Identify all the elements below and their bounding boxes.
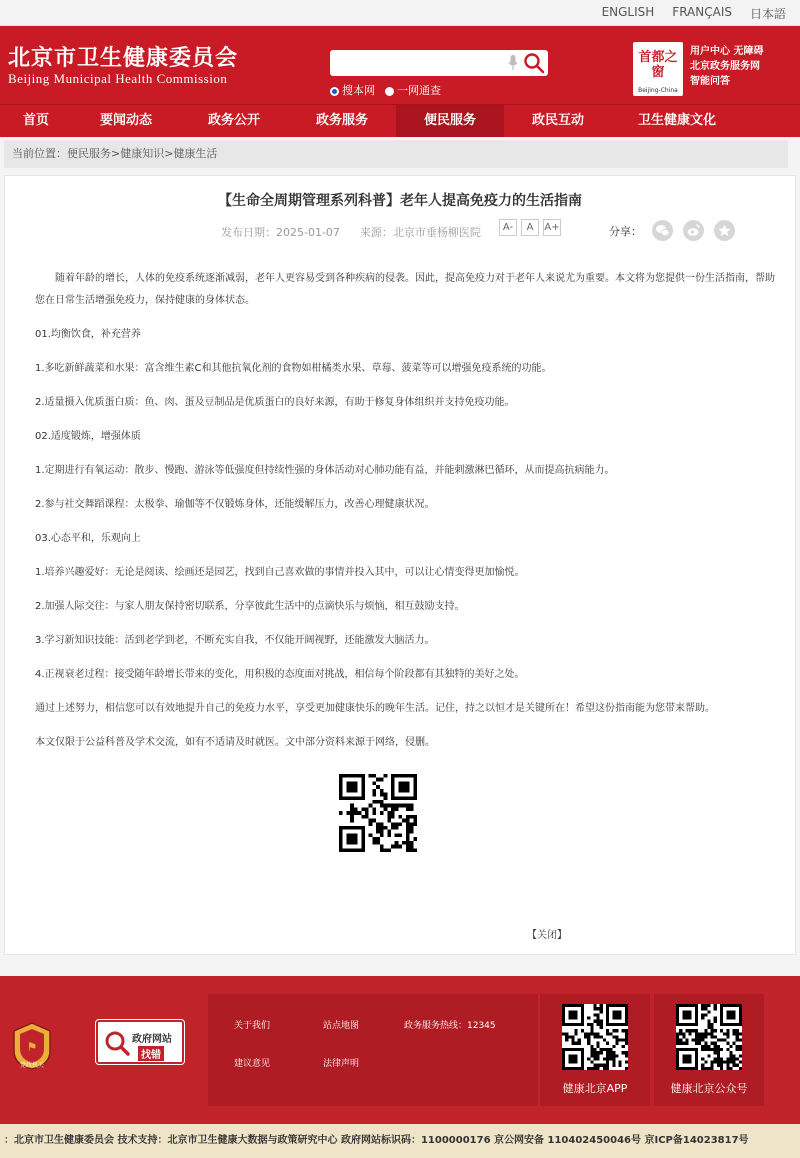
share-label: 分享： (609, 224, 642, 238)
nav-item-health-culture[interactable]: 卫生健康文化 (637, 113, 716, 128)
section-heading: 03.心态平和，乐观向上 (35, 533, 141, 544)
search-input[interactable] (330, 50, 490, 76)
microphone-icon[interactable] (508, 55, 518, 71)
scope-all-label: 一网通查 (397, 84, 441, 97)
capital-logo-text: 首都之窗 (638, 50, 678, 80)
section-heading: 02.适度锻炼，增强体质 (35, 431, 141, 442)
article-title: 【生命全周期管理系列科普】老年人提高免疫力的生活指南 (218, 193, 582, 209)
qr-wechat-box (654, 994, 764, 1106)
section-heading: 01.均衡饮食，补充营养 (35, 329, 141, 340)
search-icon[interactable] (523, 52, 545, 74)
font-size-controls (499, 219, 561, 236)
logo-title-cn[interactable]: 北京市卫生健康委员会 (8, 46, 239, 71)
article-paragraph: 2.参与社交舞蹈课程：太极拳、瑜伽等不仅锻炼身体，还能缓解压力，改善心理健康状况。 (35, 499, 435, 510)
article-body (35, 268, 775, 766)
nav-item-news[interactable]: 要闻动态 (99, 113, 152, 128)
publish-date: 发布日期：2025-01-07 (221, 226, 340, 239)
article-paragraph: 2.加强人际交往：与家人朋友保持密切联系，分享彼此生活中的点滴快乐与烦恼，相互鼓励支持。 (35, 601, 465, 612)
font-normal-button[interactable]: A (521, 219, 539, 236)
quick-link-qa[interactable]: 智能问答 (690, 76, 730, 87)
breadcrumb-separator: > (164, 147, 174, 160)
radio-selected-icon (330, 87, 339, 96)
search-box (330, 50, 548, 76)
breadcrumb-item-healthy-living[interactable]: 健康生活 (173, 147, 218, 160)
nav-item-public-service[interactable]: 便民服务 (396, 105, 504, 137)
gov-err-line1: 政府网站 (132, 1034, 172, 1045)
footer-link-sitemap[interactable]: 站点地图 (323, 1021, 360, 1031)
footer-links-panel (208, 994, 538, 1106)
qr-wechat-label: 健康北京公众号 (670, 1082, 748, 1095)
favorite-share-icon[interactable] (714, 220, 735, 241)
gov-website-error-button[interactable] (96, 1020, 184, 1064)
breadcrumb-separator: > (111, 147, 121, 160)
footer-link-suggestions[interactable]: 建议意见 (234, 1059, 271, 1069)
capital-logo-en: Beijing-China (638, 87, 678, 94)
top-bar (0, 0, 800, 26)
quick-link-user-center[interactable]: 用户中心 无障碍 (690, 46, 764, 57)
qr-app-label: 健康北京APP (562, 1082, 628, 1095)
scope-site-option[interactable] (330, 82, 375, 98)
svg-text:⚑: ⚑ (26, 1040, 38, 1054)
article-paragraph: 随着年龄的增长，人体的免疫系统逐渐减弱，老年人更容易受到各种疾病的侵袭。因此，提高免疫力对于老年人来说尤为重要。本文将为您提供一份生活指南，帮助您在日常生活增强免疫力，保持健康的身体状态。 (35, 273, 775, 306)
article-panel (4, 175, 796, 955)
capital-window-logo[interactable] (633, 42, 683, 96)
copyright-bar: ：北京市卫生健康委员会 技术支持：北京市卫生健康大数据与政策研究中心 政府网站标识码：1100000176 京公网安备 110402450046号 京ICP备14023817号 (0, 1124, 800, 1158)
magnifier-icon (104, 1030, 130, 1056)
footer-link-legal[interactable]: 法律声明 (323, 1059, 360, 1069)
article-source: 来源：北京市垂杨柳医院 (359, 226, 481, 239)
site-header (0, 26, 800, 104)
scope-site-label: 搜本网 (342, 84, 375, 97)
article-qr-code (339, 774, 417, 852)
article-paragraph: 2.适量摄入优质蛋白质：鱼、肉、蛋及豆制品是优质蛋白的良好来源，有助于修复身体组织并支持免疫功能。 (35, 397, 515, 408)
article-meta (221, 224, 481, 240)
search-scope (330, 82, 441, 98)
app-qr-code (562, 1004, 628, 1070)
disclaimer-paragraph: 本文仅限于公益科普及学术交流，如有不适请及时就医。文中部分资料来源于网络，侵删。 (35, 737, 435, 748)
footer-hotline: 政务服务热线：12345 (404, 1021, 496, 1031)
share-bar (609, 220, 735, 241)
breadcrumb (4, 140, 788, 168)
breadcrumb-item-health-knowledge[interactable]: 健康知识 (120, 147, 165, 160)
article-paragraph: 4.正视衰老过程：接受随年龄增长带来的变化，用积极的态度面对挑战，相信每个阶段都有其独特的美好之处。 (35, 669, 525, 680)
quick-link-gov-service[interactable]: 北京政务服务网 (690, 61, 760, 72)
language-links (602, 5, 786, 22)
article-paragraph: 1.定期进行有氧运动：散步、慢跑、游泳等低强度但持续性强的身体活动对心肺功能有益，并能刺激淋巴循环，从而提高抗病能力。 (35, 465, 615, 476)
article-paragraph: 通过上述努力，相信您可以有效地提升自己的免疫力水平，享受更加健康快乐的晚年生活。记住，持之以恒才是关键所在！希望这份指南能为您带来帮助。 (35, 703, 715, 714)
lang-japanese-link[interactable]: 日本語 (749, 7, 786, 21)
weibo-share-icon[interactable] (683, 220, 704, 241)
close-link[interactable]: 【关闭】 (527, 930, 567, 941)
lang-french-link[interactable]: FRANÇAIS (672, 5, 732, 19)
nav-item-gov-open[interactable]: 政务公开 (207, 113, 260, 128)
breadcrumb-item-public-service[interactable]: 便民服务 (67, 147, 111, 160)
radio-icon (385, 87, 394, 96)
party-government-logo[interactable] (10, 1021, 54, 1071)
font-decrease-button[interactable]: A- (499, 219, 517, 236)
nav-item-home[interactable]: 首页 (22, 113, 49, 128)
article-paragraph: 3.学习新知识技能：活到老学到老，不断充实自我，不仅能开阔视野，还能激发大脑活力。 (35, 635, 435, 646)
wechat-share-icon[interactable] (652, 220, 673, 241)
font-increase-button[interactable]: A+ (543, 219, 561, 236)
wechat-qr-code (676, 1004, 742, 1070)
site-footer (0, 976, 800, 1124)
scope-all-option[interactable] (385, 82, 441, 98)
lang-english-link[interactable]: ENGLISH (601, 5, 655, 19)
logo-title-en[interactable]: Beijing Municipal Health Commission (8, 71, 228, 86)
nav-item-gov-service[interactable]: 政务服务 (315, 113, 368, 128)
article-paragraph: 1.培养兴趣爱好：无论是阅读、绘画还是园艺，找到自己喜欢做的事情并投入其中，可以让心情变得更加愉悦。 (35, 567, 525, 578)
quick-links (690, 44, 763, 89)
footer-link-about[interactable]: 关于我们 (234, 1021, 271, 1031)
gov-err-line2: 找错 (138, 1046, 164, 1061)
article-paragraph: 1.多吃新鲜蔬菜和水果：富含维生素C和其他抗氧化剂的食物如柑橘类水果、草莓、菠菜等可以增强免疫系统的功能。 (35, 363, 552, 374)
nav-item-interaction[interactable]: 政民互动 (531, 113, 584, 128)
breadcrumb-prefix: 当前位置： (12, 147, 67, 160)
main-nav (0, 104, 800, 137)
party-logo-label: 党政机关 (19, 1062, 45, 1069)
qr-app-box (540, 994, 650, 1106)
